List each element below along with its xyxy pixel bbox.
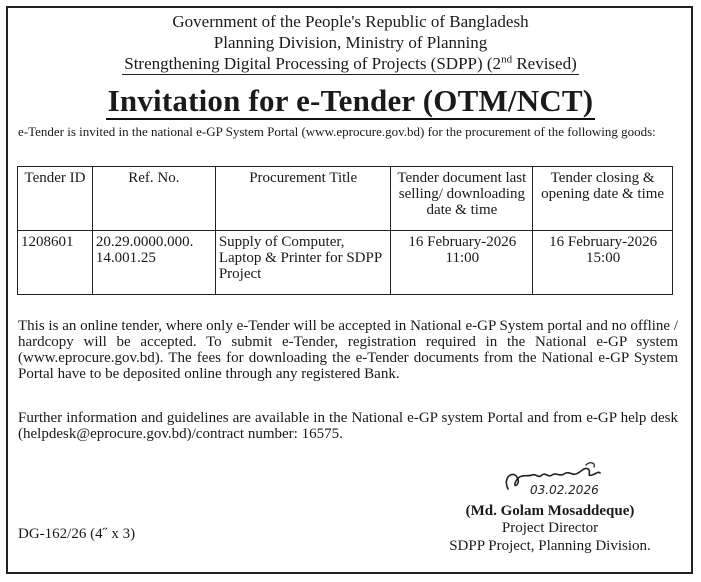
col-header-title: Procurement Title <box>215 167 391 231</box>
intro-text: e-Tender is invited in the national e-GP System Portal (www.eprocure.gov.bd) for the procurement of the following goods: <box>18 124 656 139</box>
tender-table <box>17 166 673 295</box>
signer-designation: Project Director <box>501 520 599 536</box>
signer-name: (Md. Golam Mosaddeque) <box>465 503 635 519</box>
header-project-sup: nd <box>501 53 513 66</box>
header-project-end: Revised) <box>512 54 577 73</box>
col-header-tender-id: Tender ID <box>18 167 93 231</box>
table-header-row <box>18 167 673 231</box>
ad-reference-code: DG-162/26 (4˝ x 3) <box>18 526 136 542</box>
header-government: Government of the People's Republic of Bangladesh <box>172 12 529 31</box>
cell-title: Supply of Computer, Laptop & Printer for SDPP Project <box>215 231 391 295</box>
closing-date: 16 February-2026 <box>549 234 658 250</box>
col-header-ref-no: Ref. No. <box>92 167 215 231</box>
body-paragraph-further-info: Further information and guidelines are available in the National e-GP system Portal and from e-GP help desk (helpdesk@eprocure.gov.bd)/contract number: 16575. <box>18 410 678 442</box>
col-header-closing: Tender closing & opening date & time <box>533 167 673 231</box>
header-project-main: Strengthening Digital Processing of Projects (SDPP) (2 <box>124 54 502 73</box>
cell-ref-no: 20.29.0000.000. 14.001.25 <box>92 231 215 295</box>
header-project <box>0 54 701 73</box>
cell-closing <box>533 231 673 295</box>
cell-selling <box>391 231 533 295</box>
selling-date: 16 February-2026 <box>408 234 517 250</box>
col-header-selling: Tender document last selling/ downloading date & time <box>391 167 533 231</box>
body-paragraph-online-tender: This is an online tender, where only e-Tender will be accepted in National e-GP System portal and no offline / hardcopy will be accepted. To submit e-Tender, registration required in the National e-GP system (www.eprocure.gov.bd). The fees for downloading the e-Tender documents from the National e-GP System Portal have to be deposited online through any registered Bank. <box>18 318 678 382</box>
selling-time: 11:00 <box>445 250 480 266</box>
signature-date: 03.02.2026 <box>530 483 599 497</box>
notice-title-text: Invitation for e-Tender (OTM/NCT) <box>107 83 594 118</box>
notice-title <box>0 84 701 118</box>
signer-office: SDPP Project, Planning Division. <box>449 538 651 554</box>
closing-time: 15:00 <box>586 250 621 266</box>
header-division: Planning Division, Ministry of Planning <box>213 33 488 52</box>
table-row <box>18 231 673 295</box>
cell-tender-id: 1208601 <box>18 231 93 295</box>
